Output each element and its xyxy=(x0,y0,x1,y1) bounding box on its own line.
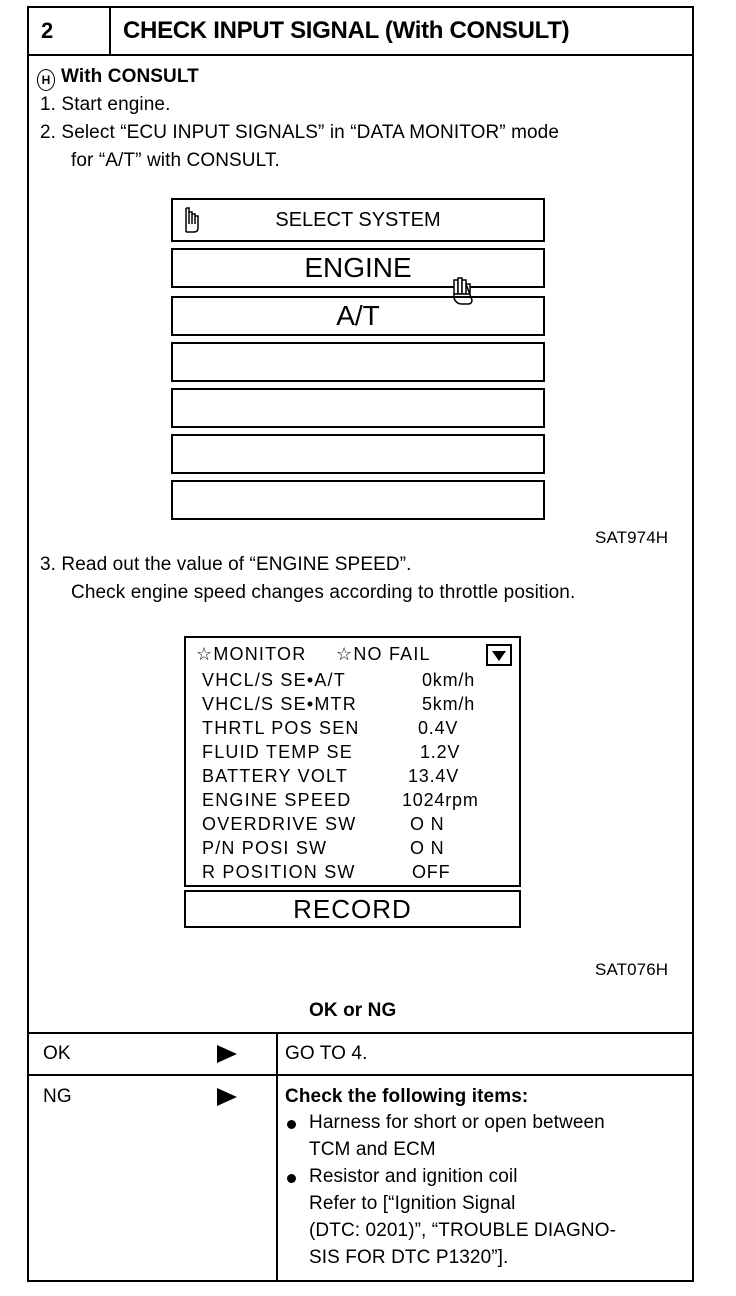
monitor-row-label: VHCL/S SE•A/T xyxy=(202,670,346,690)
monitor-row-value: O N xyxy=(410,814,445,834)
procedure-frame xyxy=(27,6,694,1282)
instruction-step-3: 3. Read out the value of “ENGINE SPEED”. xyxy=(40,554,412,575)
consult-icon: H xyxy=(37,69,55,91)
monitor-header-left: ☆MONITOR xyxy=(196,644,307,664)
select-system-title-bar xyxy=(171,198,545,242)
ng-item-1: Harness for short or open between xyxy=(309,1112,605,1133)
table-divider xyxy=(276,1032,278,1280)
ng-item-2-cont-1: Refer to [“Ignition Signal xyxy=(309,1193,516,1214)
system-item-empty-3[interactable] xyxy=(171,434,545,474)
table-mid-line xyxy=(29,1074,692,1076)
select-system-title: SELECT SYSTEM xyxy=(275,209,441,231)
system-item-empty-4[interactable] xyxy=(171,480,545,520)
ng-label: NG xyxy=(43,1086,72,1107)
system-item-empty-1[interactable] xyxy=(171,342,545,382)
ok-label: OK xyxy=(43,1043,71,1064)
monitor-row-label: P/N POSI SW xyxy=(202,838,328,858)
monitor-header-right: ☆NO FAIL xyxy=(336,644,431,664)
monitor-row-label: VHCL/S SE•MTR xyxy=(202,694,357,714)
monitor-row-value: 13.4V xyxy=(408,766,460,786)
ng-item-2-cont-3: SIS FOR DTC P1320”]. xyxy=(309,1247,509,1268)
ok-arrow-icon xyxy=(217,1045,237,1063)
scroll-down-icon[interactable] xyxy=(486,644,512,666)
monitor-row-label: R POSITION SW xyxy=(202,862,356,882)
step-title: CHECK INPUT SIGNAL (With CONSULT) xyxy=(123,17,570,44)
bullet-icon xyxy=(287,1174,296,1183)
ng-arrow-icon xyxy=(217,1088,237,1106)
monitor-row-value: OFF xyxy=(412,862,451,882)
step-number: 2 xyxy=(29,8,111,54)
system-item-at-label: A/T xyxy=(336,300,380,331)
ok-ng-heading: OK or NG xyxy=(309,1000,397,1021)
monitor-row-label: THRTL POS SEN xyxy=(202,718,360,738)
monitor-row-value: 1024rpm xyxy=(402,790,479,810)
monitor-row-value: O N xyxy=(410,838,445,858)
instruction-step-1: 1. Start engine. xyxy=(40,94,171,115)
step-header xyxy=(29,8,692,56)
system-item-engine[interactable] xyxy=(171,248,545,288)
with-consult-label: With CONSULT xyxy=(61,66,199,87)
data-monitor-screen xyxy=(184,636,521,887)
monitor-row-label: BATTERY VOLT xyxy=(202,766,349,786)
instruction-step-2: 2. Select “ECU INPUT SIGNALS” in “DATA MONITOR” mode xyxy=(40,122,560,143)
record-button[interactable]: RECORD xyxy=(184,890,521,928)
figure-code-monitor: SAT076H xyxy=(595,960,669,979)
ng-heading: Check the following items: xyxy=(285,1086,529,1107)
ng-item-1-cont: TCM and ECM xyxy=(309,1139,436,1160)
ng-item-2-cont-2: (DTC: 0201)”, “TROUBLE DIAGNO- xyxy=(309,1220,617,1241)
system-item-engine-label: ENGINE xyxy=(304,252,412,283)
instruction-step-2-cont: for “A/T” with CONSULT. xyxy=(71,150,280,171)
ng-item-2: Resistor and ignition coil xyxy=(309,1166,518,1187)
ok-action: GO TO 4. xyxy=(285,1043,368,1064)
monitor-row-value: 1.2V xyxy=(420,742,461,762)
system-item-at[interactable] xyxy=(171,296,545,336)
monitor-row-label: OVERDRIVE SW xyxy=(202,814,357,834)
with-consult-heading xyxy=(37,66,199,91)
table-top-line xyxy=(29,1032,692,1034)
monitor-row-value: 0km/h xyxy=(422,670,476,690)
monitor-row-value: 5km/h xyxy=(422,694,476,714)
figure-code-select-system: SAT974H xyxy=(595,528,669,547)
monitor-row-label: ENGINE SPEED xyxy=(202,790,352,810)
monitor-row-label: FLUID TEMP SE xyxy=(202,742,353,762)
hand-icon xyxy=(183,206,205,248)
bullet-icon xyxy=(287,1120,296,1129)
system-item-empty-2[interactable] xyxy=(171,388,545,428)
instruction-step-3-cont: Check engine speed changes according to throttle position. xyxy=(71,582,576,603)
monitor-row-value: 0.4V xyxy=(418,718,459,738)
